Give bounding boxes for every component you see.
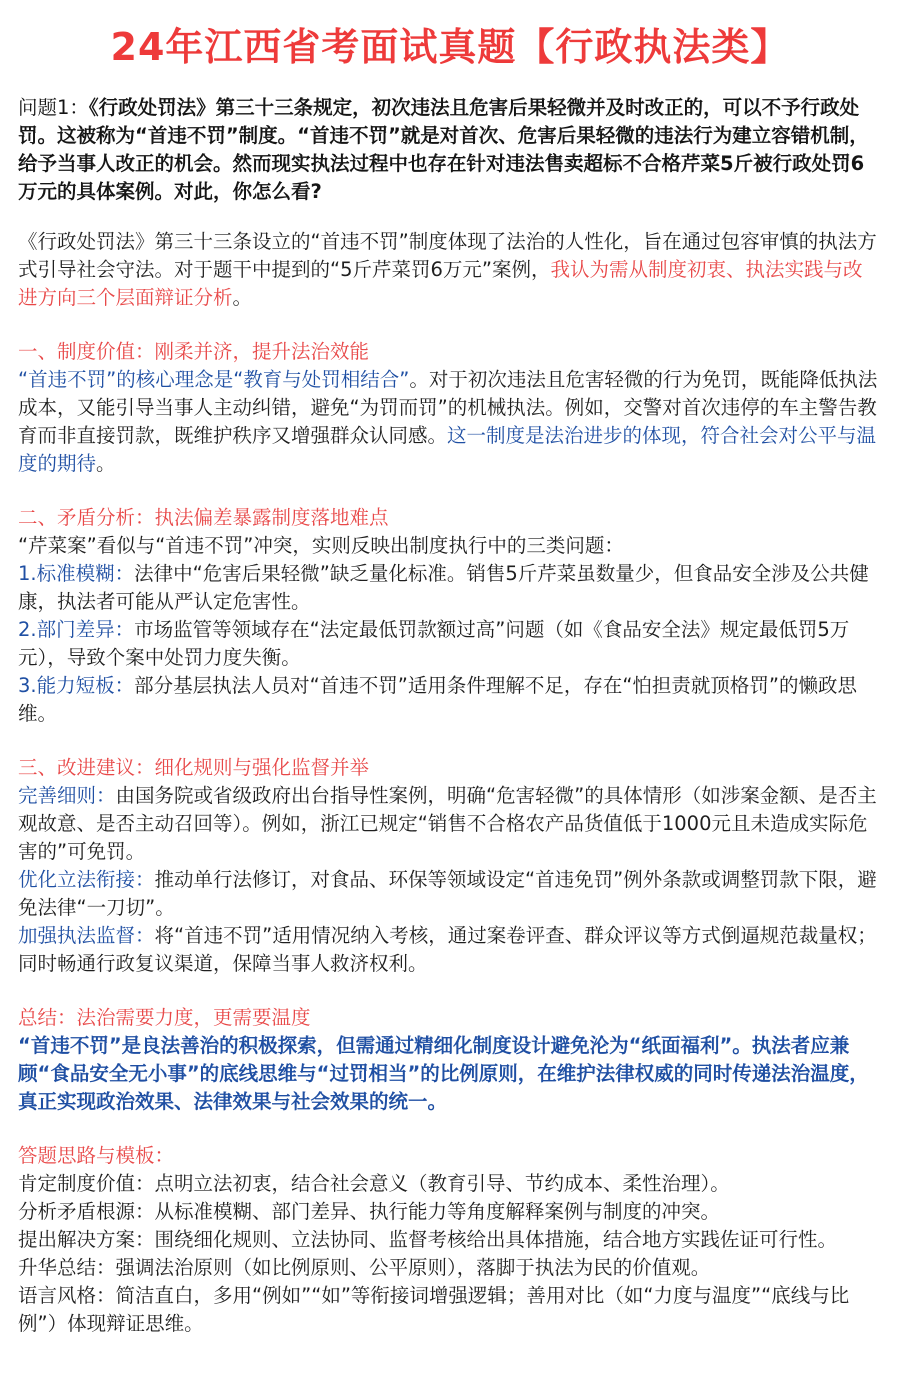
section-1-body	[18, 366, 882, 478]
page-title: 24年江西省考面试真题【行政执法类】	[110, 25, 790, 69]
list-item-label: 加强执法监督：	[18, 924, 155, 947]
list-item-text: 简洁直白，多用“例如”“如”等衔接词增强逻辑；善用对比（如“力度与温度”“底线与比例”）体现辩证思维。	[18, 1284, 850, 1335]
section-1-text: 。对于初次违法且危害轻微的行为免罚，既能降低执法成本，又能引导当事人主动纠错，避免“为罚而罚”的机械执法。例如，交警对首次违停的车主警告教育而非直接罚款，既维护秩序又增强群众认同感。	[18, 368, 878, 447]
summary-section	[18, 1004, 882, 1116]
intro-paragraph	[18, 228, 882, 312]
list-item-label: 1.标准模糊：	[18, 562, 135, 585]
question-paragraph	[18, 94, 882, 206]
list-item	[18, 616, 882, 672]
list-item-label: 分析矛盾根源：	[18, 1200, 155, 1223]
list-item-text: 将“首违不罚”适用情况纳入考核，通过案卷评查、群众评议等方式倒逼规范裁量权；同时畅通行政复议渠道，保障当事人救济权利。	[18, 924, 877, 975]
list-item-text: 围绕细化规则、立法协同、监督考核给出具体措施，结合地方实践佐证可行性。	[154, 1228, 838, 1251]
section-2	[18, 504, 882, 728]
section-2-heading: 二、矛盾分析：执法偏差暴露制度落地难点	[18, 506, 389, 529]
list-item-label: 肯定制度价值：	[18, 1172, 155, 1195]
section-1-tail: 这一制度是法治进步的体现，符合社会对公平与温度的期待	[18, 424, 877, 475]
section-1-end: 。	[96, 452, 116, 475]
question-text: 《行政处罚法》第三十三条规定，初次违法且危害后果轻微并及时改正的，可以不予行政处罚。这被称为“首违不罚”制度。“首违不罚”就是对首次、危害后果轻微的违法行为建立容错机制，给予当事人改正的机会。然而现实执法过程中也存在针对违法售卖超标不合格芹菜5斤被行政处罚6万元的具体案例。对此，你怎么看?	[18, 96, 869, 203]
list-item-text: 从标准模糊、部门差异、执行能力等角度解释案例与制度的冲突。	[154, 1200, 721, 1223]
list-item	[18, 1226, 882, 1254]
intro-highlight: 我认为需从制度初衷、执法实践与改进方向三个层面辩证分析	[18, 258, 863, 309]
section-1-lead: “首违不罚”的核心理念是“教育与处罚相结合”	[18, 368, 410, 391]
list-item-text: 推动单行法修订，对食品、环保等领域设定“首违免罚”例外条款或调整罚款下限，避免法律“一刀切”。	[18, 868, 877, 919]
list-item-label: 提出解决方案：	[18, 1228, 155, 1251]
list-item	[18, 672, 882, 728]
list-item	[18, 1282, 882, 1338]
list-item	[18, 560, 882, 616]
intro-text: 《行政处罚法》第三十三条设立的“首违不罚”制度体现了法治的人性化，旨在通过包容审慎的执法方式引导社会守法。对于题干中提到的“5斤芹菜罚6万元”案例，	[18, 230, 877, 281]
list-item-label: 优化立法衔接：	[18, 868, 155, 891]
template-heading: 答题思路与模板：	[18, 1144, 175, 1167]
list-item-label: 升华总结：	[18, 1256, 116, 1279]
template-section	[18, 1142, 882, 1338]
list-item-text: 点明立法初衷，结合社会意义（教育引导、节约成本、柔性治理）。	[154, 1172, 730, 1195]
section-2-intro: “芹菜案”看似与“首违不罚”冲突，实则反映出制度执行中的三类问题：	[18, 534, 624, 557]
summary-text: “首违不罚”是良法善治的积极探索，但需通过精细化制度设计避免沦为“纸面福利”。执法者应兼顾“食品安全无小事”的底线思维与“过罚相当”的比例原则，在维护法律权威的同时传递法治温度，真正实现政治效果、法律效果与社会效果的统一。	[18, 1034, 869, 1113]
question-label: 问题1：	[18, 96, 89, 119]
list-item	[18, 922, 882, 978]
section-3	[18, 754, 882, 978]
list-item-label: 3.能力短板：	[18, 674, 135, 697]
section-1	[18, 338, 882, 478]
list-item-text: 由国务院或省级政府出台指导性案例，明确“危害轻微”的具体情形（如涉案金额、是否主观故意、是否主动召回等）。例如，浙江已规定“销售不合格农产品货值低于1000元且未造成实际危害的”可免罚。	[18, 784, 877, 863]
summary-heading: 总结：法治需要力度，更需要温度	[18, 1006, 311, 1029]
list-item	[18, 1198, 882, 1226]
intro-end: 。	[232, 286, 253, 309]
list-item-text: 部分基层执法人员对“首违不罚”适用条件理解不足，存在“怕担责就顶格罚”的懒政思维。	[18, 674, 858, 725]
section-1-heading: 一、制度价值：刚柔并济，提升法治效能	[18, 340, 370, 363]
list-item-text: 法律中“危害后果轻微”缺乏量化标准。销售5斤芹菜虽数量少，但食品安全涉及公共健康，执法者可能从严认定危害性。	[18, 562, 869, 613]
list-item	[18, 1170, 882, 1198]
list-item-text: 市场监管等领域存在“法定最低罚款额过高”问题（如《食品安全法》规定最低罚5万元），导致个案中处罚力度失衡。	[18, 618, 850, 669]
list-item-text: 强调法治原则（如比例原则、公平原则），落脚于执法为民的价值观。	[115, 1256, 711, 1279]
list-item-label: 完善细则：	[18, 784, 116, 807]
list-item	[18, 1254, 882, 1282]
list-item	[18, 782, 882, 866]
list-item-label: 语言风格：	[18, 1284, 116, 1307]
list-item	[18, 866, 882, 922]
list-item-label: 2.部门差异：	[18, 618, 135, 641]
section-3-heading: 三、改进建议：细化规则与强化监督并举	[18, 756, 370, 779]
